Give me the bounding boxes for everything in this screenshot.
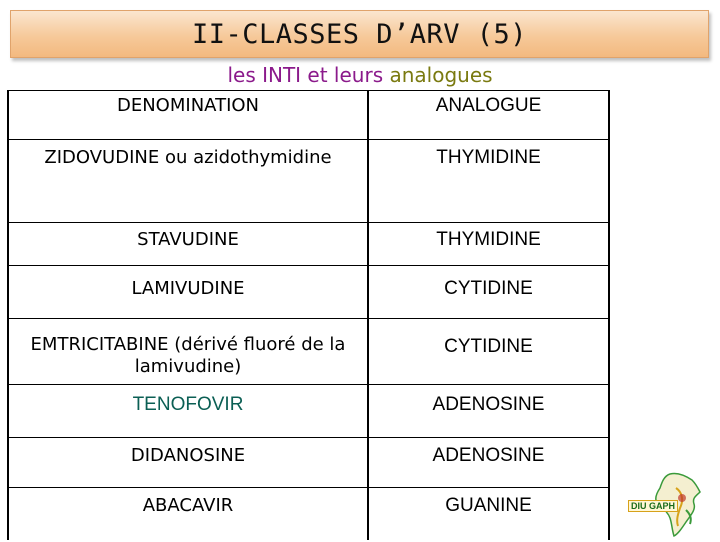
cell-analogue: THYMIDINE [436, 229, 541, 250]
cell-denomination: LAMIVUDINE [131, 278, 245, 299]
slide-title: II-CLASSES D’ARV (5) [191, 18, 528, 50]
cell-denomination: TENOFOVIR [132, 394, 244, 415]
cell-denomination: ZIDOVUDINE ou azidothymidine [44, 147, 332, 168]
cell-analogue: THYMIDINE [436, 147, 541, 168]
header-analogue: ANALOGUE [435, 95, 542, 116]
cell-denomination: STAVUDINE [137, 229, 239, 250]
cell-analogue: GUANINE [445, 495, 532, 516]
cell-analogue: CYTIDINE [444, 278, 533, 299]
cell-analogue: ADENOSINE [432, 445, 545, 466]
cell-denomination: DIDANOSINE [130, 445, 246, 466]
header-denomination: DENOMINATION [116, 95, 260, 116]
logo-text: DIU GAPH [628, 500, 678, 512]
slide-subtitle [0, 62, 720, 88]
cell-analogue: CYTIDINE [444, 336, 533, 357]
cell-analogue: ADENOSINE [432, 394, 545, 415]
slide-title-banner [10, 10, 709, 58]
cell-denomination: ABACAVIR [142, 495, 234, 516]
cell-denomination: EMTRICITABINE (dérivé fluoré de la lamivudine) [30, 334, 346, 377]
diu-gaph-logo [626, 470, 714, 538]
subtitle-text: les INTI et leurs [227, 63, 390, 87]
subtitle-accent-text: analogues [389, 63, 493, 87]
